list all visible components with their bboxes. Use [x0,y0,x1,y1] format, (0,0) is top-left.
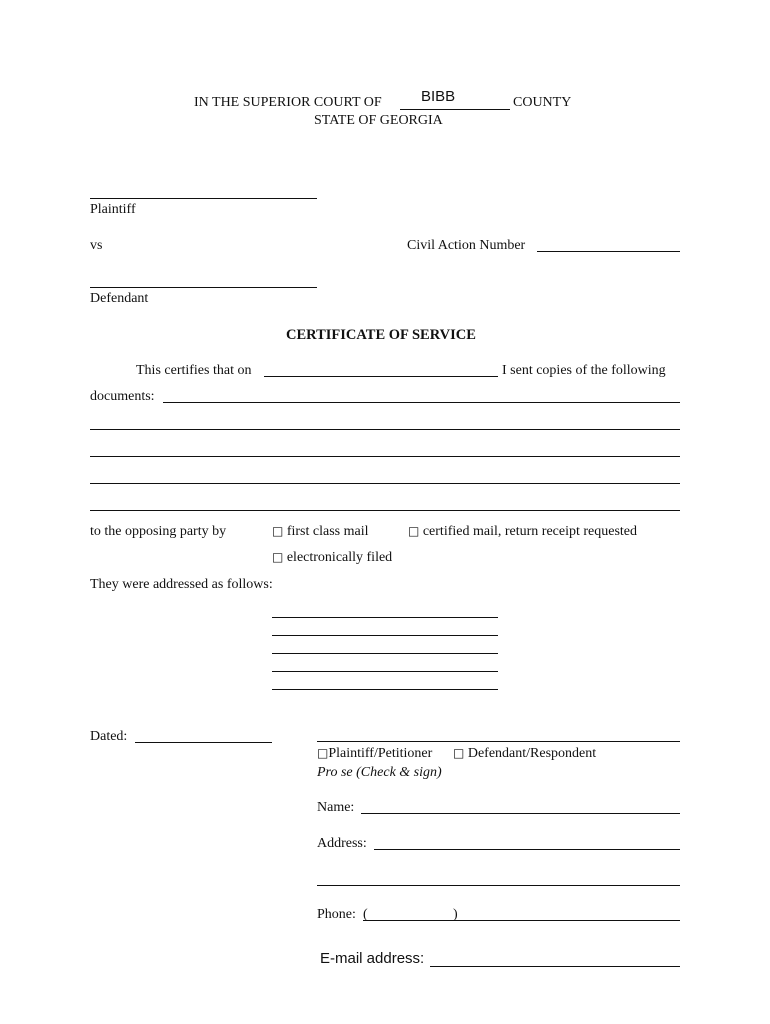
vs-label: vs [90,238,103,253]
documents-label: documents: [90,389,155,404]
defendant-respondent-label: Defendant/Respondent [467,746,597,761]
phone-label: Phone: [317,907,356,922]
name-field-line[interactable] [361,813,680,814]
email-label: E-mail address: [320,950,425,967]
state-heading: STATE OF GEORGIA [314,113,443,128]
plaintiff-petitioner-option[interactable] [317,747,432,761]
service-method-label: to the opposing party by [90,524,227,539]
electronically-filed-label: electronically filed [286,550,393,565]
address-line-3[interactable] [272,653,498,654]
address-field-line-1[interactable] [374,849,680,850]
documents-line-2[interactable] [90,429,680,430]
addressed-label: They were addressed as follows: [90,577,273,592]
plaintiff-name-line[interactable] [90,198,317,199]
document-title: CERTIFICATE OF SERVICE [286,327,476,343]
signature-line[interactable] [317,741,680,742]
address-field-line-2[interactable] [317,885,680,886]
defendant-respondent-option[interactable] [453,747,596,761]
checkbox-icon[interactable]: □ [408,524,420,538]
first-class-mail-label: first class mail [286,524,369,539]
plaintiff-label: Plaintiff [90,202,136,217]
defendant-name-line[interactable] [90,287,317,288]
civil-action-label: Civil Action Number [407,238,526,253]
county-field-value[interactable]: BIBB [421,88,456,105]
county-field-line[interactable] [400,109,510,110]
dated-label: Dated: [90,729,128,744]
pro-se-note: Pro se (Check & sign) [317,765,442,780]
court-heading-suffix: COUNTY [513,95,572,110]
address-line-4[interactable] [272,671,498,672]
documents-line-4[interactable] [90,483,680,484]
documents-line-1[interactable] [163,402,680,403]
checkbox-icon[interactable]: □ [453,746,465,760]
checkbox-icon[interactable]: □ [272,550,284,564]
electronically-filed-option[interactable] [272,551,392,565]
email-field-line[interactable] [430,966,680,967]
plaintiff-petitioner-label: Plaintiff/Petitioner [328,746,433,761]
certifies-suffix: I sent copies of the following [502,363,666,378]
checkbox-icon[interactable]: □ [317,746,329,760]
first-class-mail-option[interactable] [272,525,369,539]
phone-area-close: ) [453,907,458,922]
documents-line-3[interactable] [90,456,680,457]
documents-line-5[interactable] [90,510,680,511]
civil-action-number-line[interactable] [537,251,680,252]
name-label: Name: [317,800,355,815]
certifies-prefix: This certifies that on [136,363,252,378]
service-date-line[interactable] [264,376,498,377]
certified-mail-label: certified mail, return receipt requested [422,524,638,539]
address-line-5[interactable] [272,689,498,690]
checkbox-icon[interactable]: □ [272,524,284,538]
dated-field-line[interactable] [135,742,272,743]
certified-mail-option[interactable] [408,525,637,539]
address-label: Address: [317,836,367,851]
address-line-2[interactable] [272,635,498,636]
phone-field-line[interactable] [363,920,680,921]
address-line-1[interactable] [272,617,498,618]
phone-area-open: ( [363,907,368,922]
court-heading-prefix: IN THE SUPERIOR COURT OF [194,95,382,110]
defendant-label: Defendant [90,291,149,306]
